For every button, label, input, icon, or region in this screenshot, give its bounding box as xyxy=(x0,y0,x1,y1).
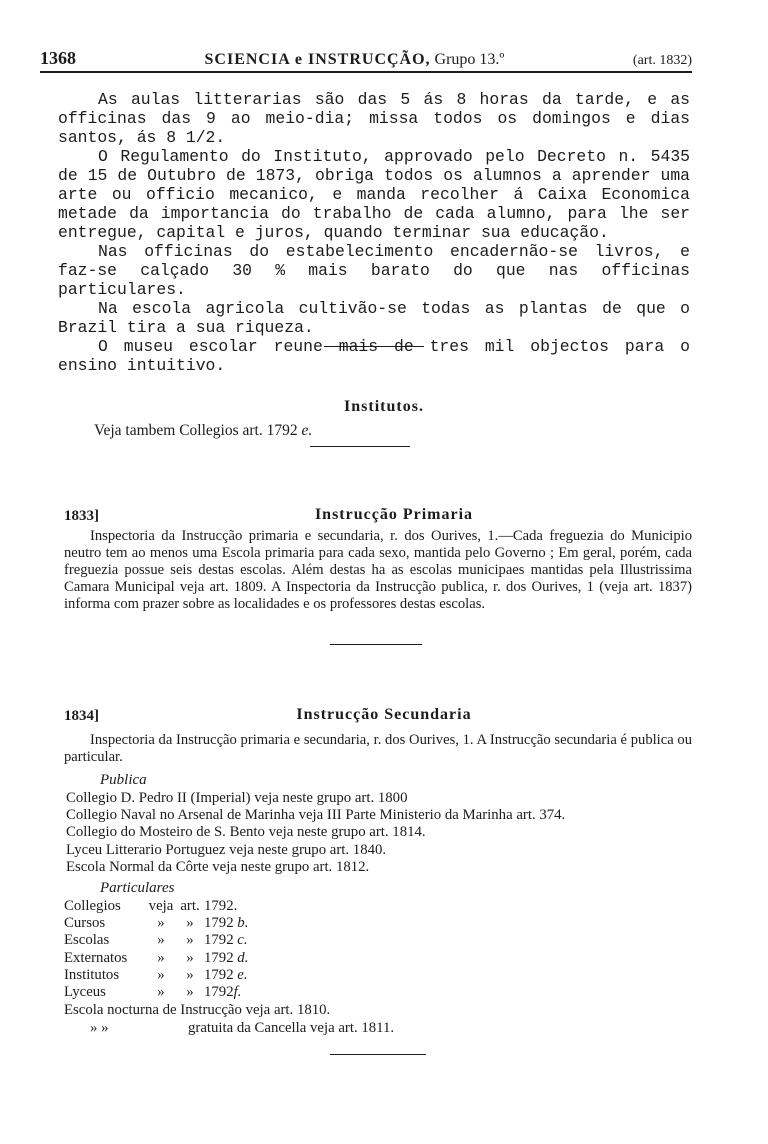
section-divider xyxy=(330,644,422,645)
row-suffix: . xyxy=(233,898,238,914)
list-item: Collegio D. Pedro II (Imperial) veja neste grupo art. 1800 xyxy=(66,790,408,806)
section-divider xyxy=(324,346,424,347)
list-item: Collegio do Mosteiro de S. Bento veja neste grupo art. 1814. xyxy=(66,824,426,841)
row-suffix: c. xyxy=(237,932,248,949)
row-ref: 1792 xyxy=(204,898,234,914)
institutos-see-also-suffix: e. xyxy=(301,422,313,439)
list-item: Escola Normal da Côrte veja neste grupo art. 1812. xyxy=(66,858,370,875)
table-row xyxy=(64,984,264,1001)
list-item: Collegio Naval no Arsenal de Marinha veja III Parte Ministerio da Marinha art. 374. xyxy=(66,807,566,824)
page-number: 1368 xyxy=(40,48,76,68)
cancella-text: gratuita da Cancella veja art. 1811. xyxy=(188,1020,395,1036)
row-name: Cursos xyxy=(64,915,106,932)
row-col2: » xyxy=(157,932,165,949)
running-head xyxy=(40,48,692,73)
row-name: Institutos xyxy=(64,966,120,983)
row-col3: » xyxy=(186,984,194,1001)
running-title-caps: SCIENCIA e INSTRUCÇÃO, xyxy=(204,51,431,68)
article-number-1833: 1833] xyxy=(64,508,99,524)
secundaria-text xyxy=(64,732,692,766)
table-row xyxy=(64,950,264,967)
primaria-text xyxy=(64,528,692,613)
institutos-title: Institutos. xyxy=(344,398,424,415)
ditto-marks: » » xyxy=(90,1020,109,1036)
row-col2: » xyxy=(157,915,165,932)
row-suffix: e. xyxy=(237,966,248,983)
row-col3: » xyxy=(186,932,194,949)
escola-nocturna-line: Escola nocturna de Instrucção veja art. 1810. xyxy=(64,1002,331,1018)
row-col2: veja xyxy=(148,898,174,914)
table-row xyxy=(64,967,264,984)
particulares-table xyxy=(64,898,264,1001)
row-col3: » xyxy=(186,949,194,966)
row-col3: » xyxy=(186,915,194,932)
article-range: (art. 1832) xyxy=(632,53,692,68)
row-name: Collegios xyxy=(64,898,121,914)
publica-list xyxy=(66,790,696,876)
section-divider xyxy=(310,446,410,447)
list-item: Lyceu Litterario Portuguez veja neste grupo art. 1840. xyxy=(66,841,387,858)
section-divider xyxy=(330,1054,426,1055)
row-ref: 1792 xyxy=(204,949,234,966)
table-row xyxy=(64,932,264,949)
primaria-title: Instrucção Primaria xyxy=(314,506,474,523)
intro-paragraph: O Regulamento do Instituto, approvado pelo Decreto n. 5435 de 15 de Outubro de 1873, obriga todos os alumnos a aprender uma arte ou officio mecanico, e manda recolher á Caixa Economica metade da importancia do trabalho de cada alumno, para lhe ser entregue, capital e juros, quando terminar sua educação. xyxy=(58,147,690,242)
primaria-paragraph: Inspectoria da Instrucção primaria e secundaria, r. dos Ourives, 1.—Cada freguezia do Municipio neutro tem ao menos uma Escola primaria para cada sexo, mantida pelo Governo ; Em geral, porém, cada freguezia possue seis destas escolas. Além destas ha as escolas municipaes mantidas pela Illustrissima Camara Municipal veja art. 1809. A Inspectoria da Instrucção publica, r. dos Ourives, 1 (veja art. 1837) informa com prazer sobre as localidades e os professores destas escolas. xyxy=(64,528,692,612)
secundaria-title: Instrucção Secundaria xyxy=(296,706,472,723)
cancella-line xyxy=(90,1020,394,1037)
table-row xyxy=(64,915,264,932)
publica-label: Publica xyxy=(100,772,147,788)
secundaria-paragraph: Inspectoria da Instrucção primaria e secundaria, r. dos Ourives, 1. A Instrucção secundaria é publica ou particular. xyxy=(64,732,692,765)
intro-paragraph: Na escola agricola cultivão-se todas as plantas de que o Brazil tira a sua riqueza. xyxy=(58,299,690,337)
row-ref: 1792 xyxy=(204,966,234,983)
institutos-see-also xyxy=(94,422,594,439)
row-ref: 1792 xyxy=(204,932,234,949)
row-suffix: d. xyxy=(237,949,249,966)
particulares-label: Particulares xyxy=(100,880,175,896)
institutos-see-also-text: Veja tambem Collegios art. 1792 xyxy=(94,422,298,439)
intro-paragraph: O museu escolar reune mais de tres mil objectos para o ensino intuitivo. xyxy=(58,337,690,375)
intro-text xyxy=(58,90,690,375)
running-title-group: Grupo 13.º xyxy=(434,51,505,68)
row-col3: art. xyxy=(180,898,200,914)
intro-paragraph: As aulas litterarias são das 5 ás 8 horas da tarde, e as officinas das 9 ao meio-dia; missa todos os domingos e dias santos, ás 8 1/2. xyxy=(58,90,690,147)
row-suffix: f. xyxy=(233,984,242,1001)
row-col2: » xyxy=(157,966,165,983)
row-name: Externatos xyxy=(64,949,128,966)
running-title xyxy=(205,51,505,69)
row-col3: » xyxy=(186,966,194,983)
row-col2: » xyxy=(157,984,165,1001)
table-row xyxy=(64,898,264,915)
row-suffix: b. xyxy=(237,915,249,932)
row-ref: 1792 xyxy=(204,915,234,932)
row-ref: 1792 xyxy=(204,984,234,1001)
intro-paragraph: Nas officinas do estabelecimento encadernão-se livros, e faz-se calçado 30 % mais barato do que nas officinas particulares. xyxy=(58,242,690,299)
row-name: Escolas xyxy=(64,932,110,949)
article-number-1834: 1834] xyxy=(64,708,99,724)
row-name: Lyceus xyxy=(64,984,106,1001)
row-col2: » xyxy=(157,949,165,966)
